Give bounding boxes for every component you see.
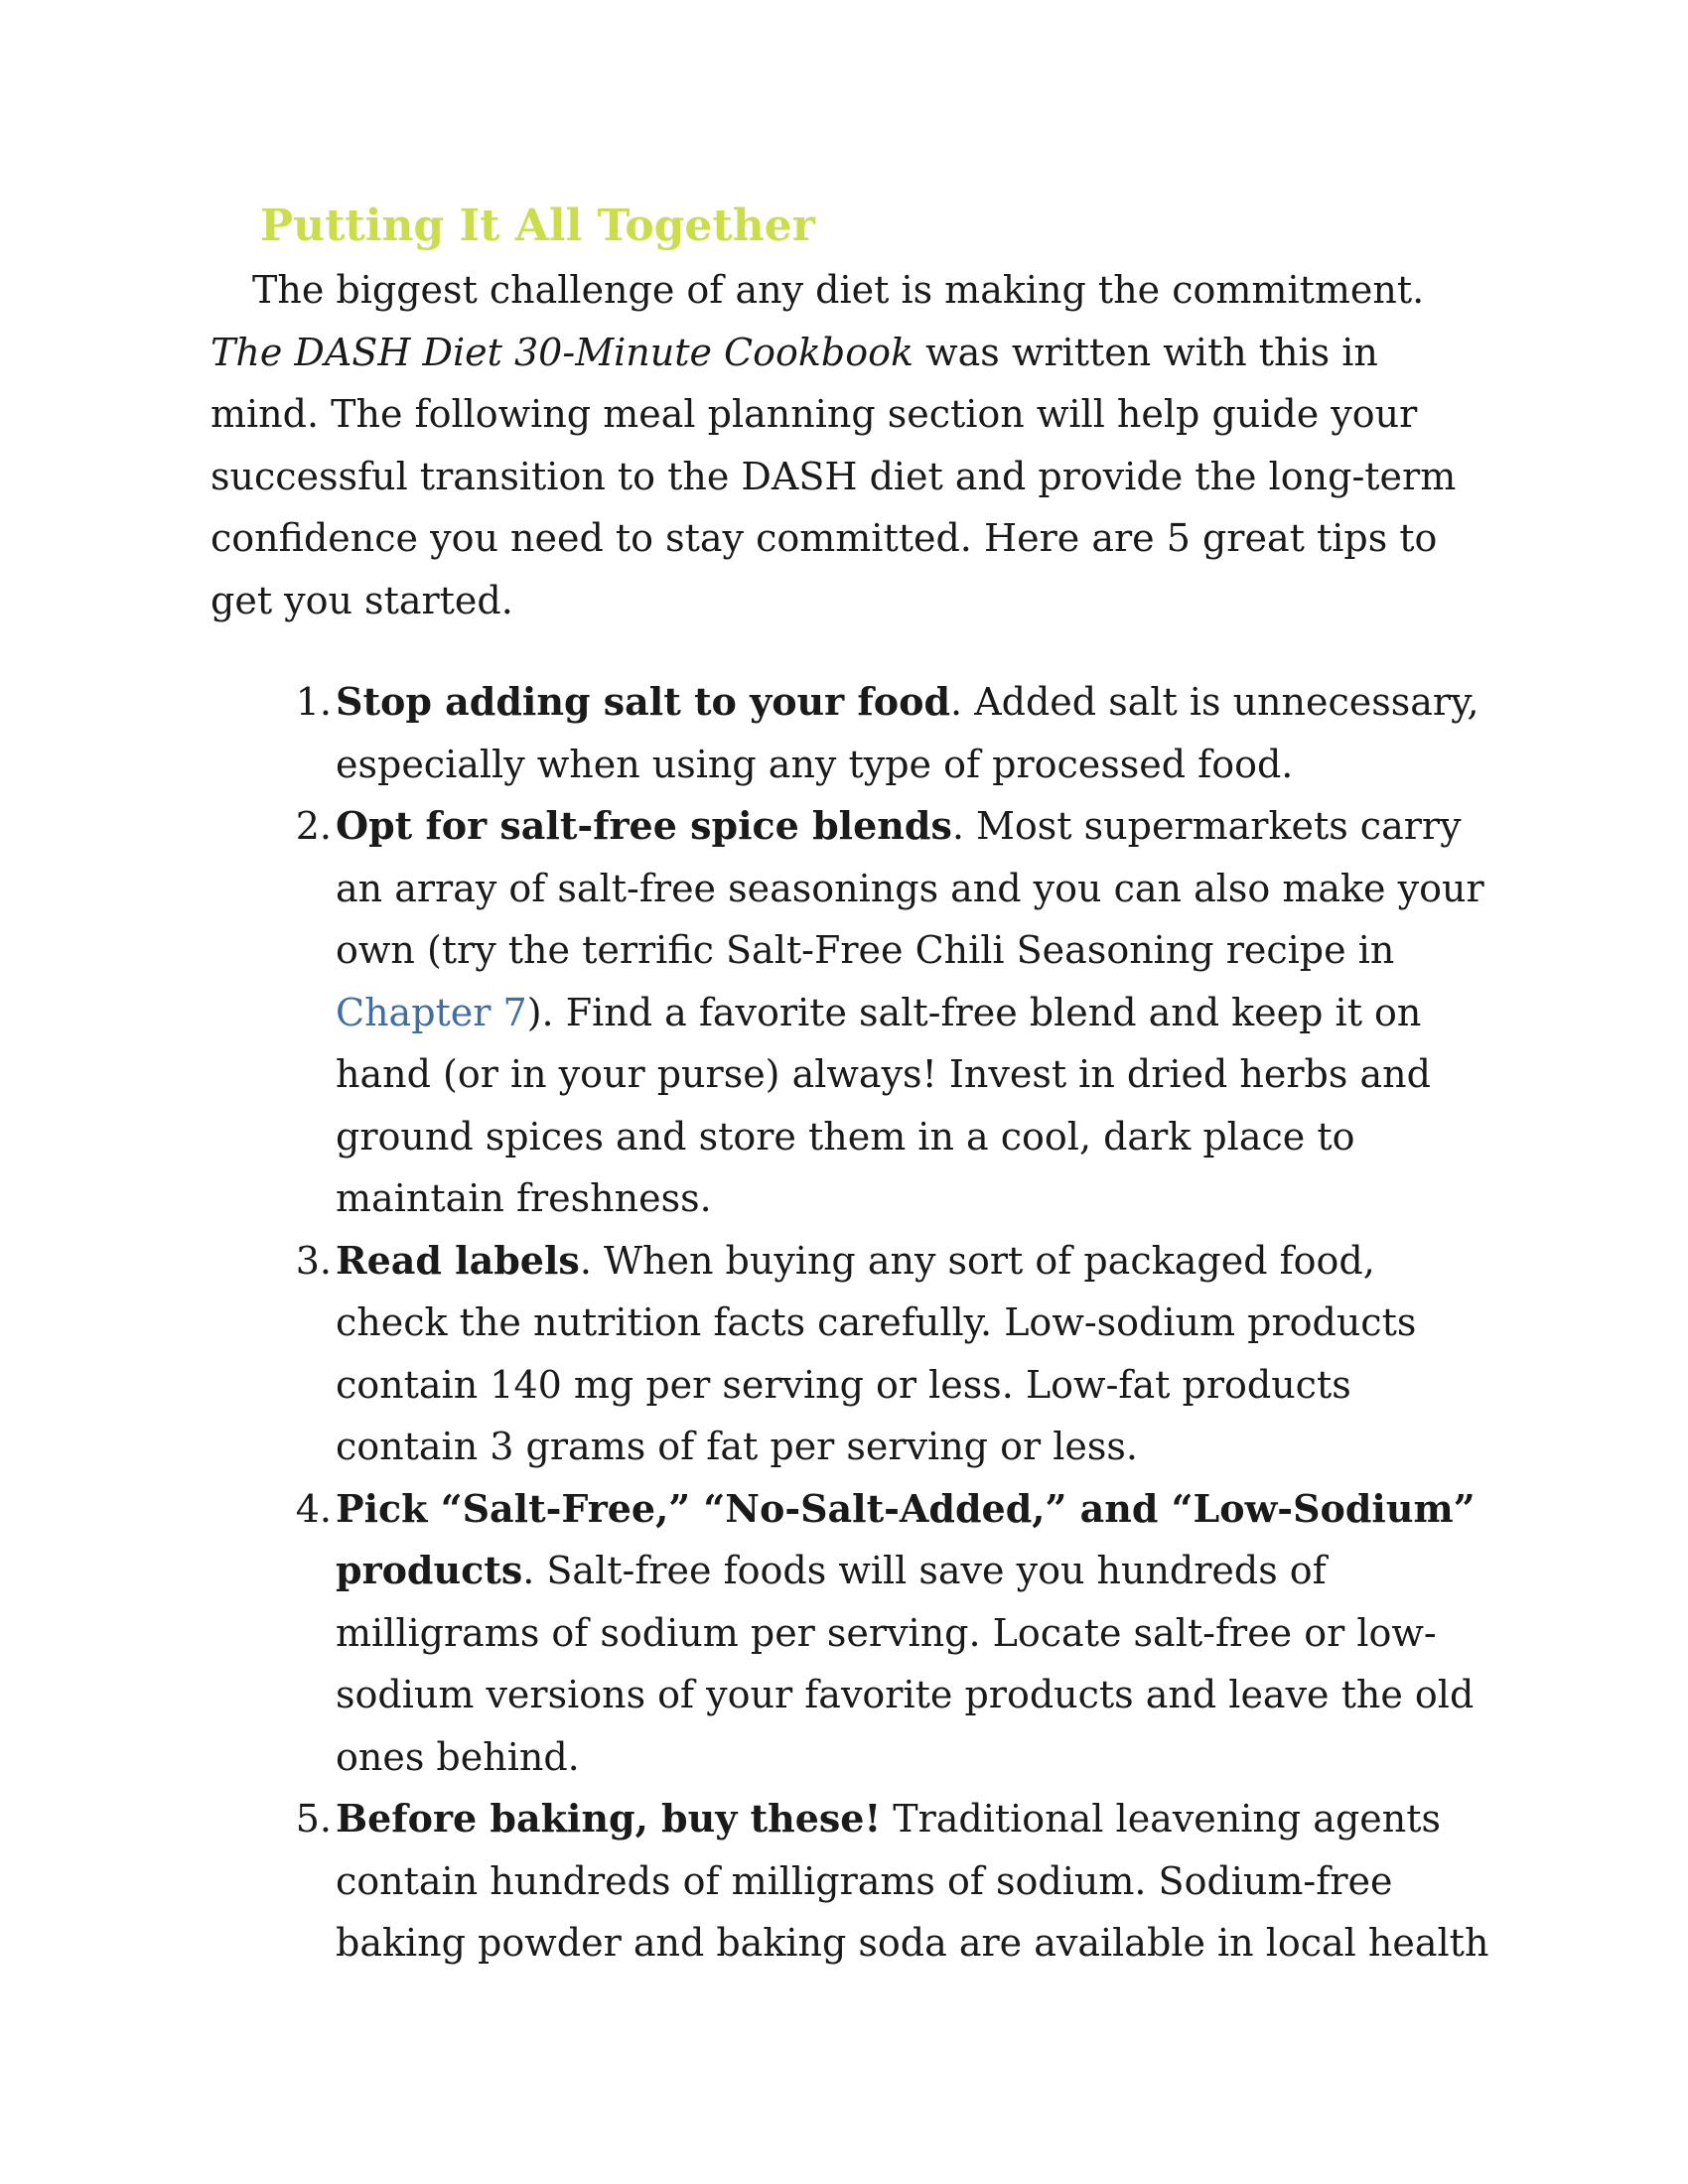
document-page — [211, 194, 1491, 1975]
tip-body: . When buying any sort of packaged food, check the nutrition facts carefully. Low-sodium products contain 140 mg per serving or less. Low-fat products contain 3 grams of fat per serving or less. — [336, 1238, 1417, 1468]
tip-body: Traditional leavening agents contain hundreds of milligrams of sodium. Sodium-free baking powder and baking soda are available in local health — [336, 1797, 1489, 1965]
list-item — [295, 1788, 1491, 1975]
section-heading: Putting It All Together — [260, 201, 815, 251]
list-item — [295, 795, 1491, 1230]
chapter-7-link[interactable]: Chapter 7 — [336, 990, 527, 1034]
book-title: The DASH Diet 30-Minute Cookbook — [211, 330, 914, 374]
list-item-number: 3. — [295, 1238, 332, 1283]
list-item-number: 2. — [295, 804, 332, 848]
intro-text-start: The biggest challenge of any diet is making the commitment. — [252, 268, 1425, 312]
tip-title: Read labels — [336, 1237, 580, 1283]
tip-body: . Most supermarkets carry an array of salt-free seasonings and you can also make your own (try the terrific Salt-Free Chili Seasoning recipe in — [336, 804, 1484, 972]
tips-list — [211, 671, 1491, 1975]
tip-title: Before baking, buy these! — [336, 1796, 882, 1841]
tip-title: Stop adding salt to your food — [336, 679, 951, 724]
list-item-number: 1. — [295, 680, 332, 724]
intro-paragraph — [211, 259, 1491, 631]
tip-title: Pick “Salt-Free,” “No-Salt-Added,” and “Low-Sodium” products — [336, 1485, 1476, 1592]
tip-body-continued: ). Find a favorite salt-free blend and keep it on hand (or in your purse) always! Invest in dried herbs and ground spices and store them in a cool, dark place to maintain freshness. — [336, 990, 1431, 1220]
intro-text-end: was written with this in mind. The following meal planning section will help guide your successful transition to the DASH diet and provide the long-term confidence you need to stay committed. Here are 5 great tips to get you started. — [211, 330, 1457, 622]
tip-title: Opt for salt-free spice blends — [336, 803, 952, 848]
list-item-number: 5. — [295, 1797, 332, 1841]
list-item-number: 4. — [295, 1486, 332, 1531]
list-item — [295, 1478, 1491, 1789]
tip-body: . Added salt is unnecessary, especially when using any type of processed food. — [336, 680, 1479, 786]
list-item — [295, 1230, 1491, 1478]
tip-body: . Salt-free foods will save you hundreds of milligrams of sodium per serving. Locate salt-free or low-sodium versions of your favorite products and leave the old ones behind. — [336, 1549, 1475, 1779]
list-item — [295, 671, 1491, 795]
